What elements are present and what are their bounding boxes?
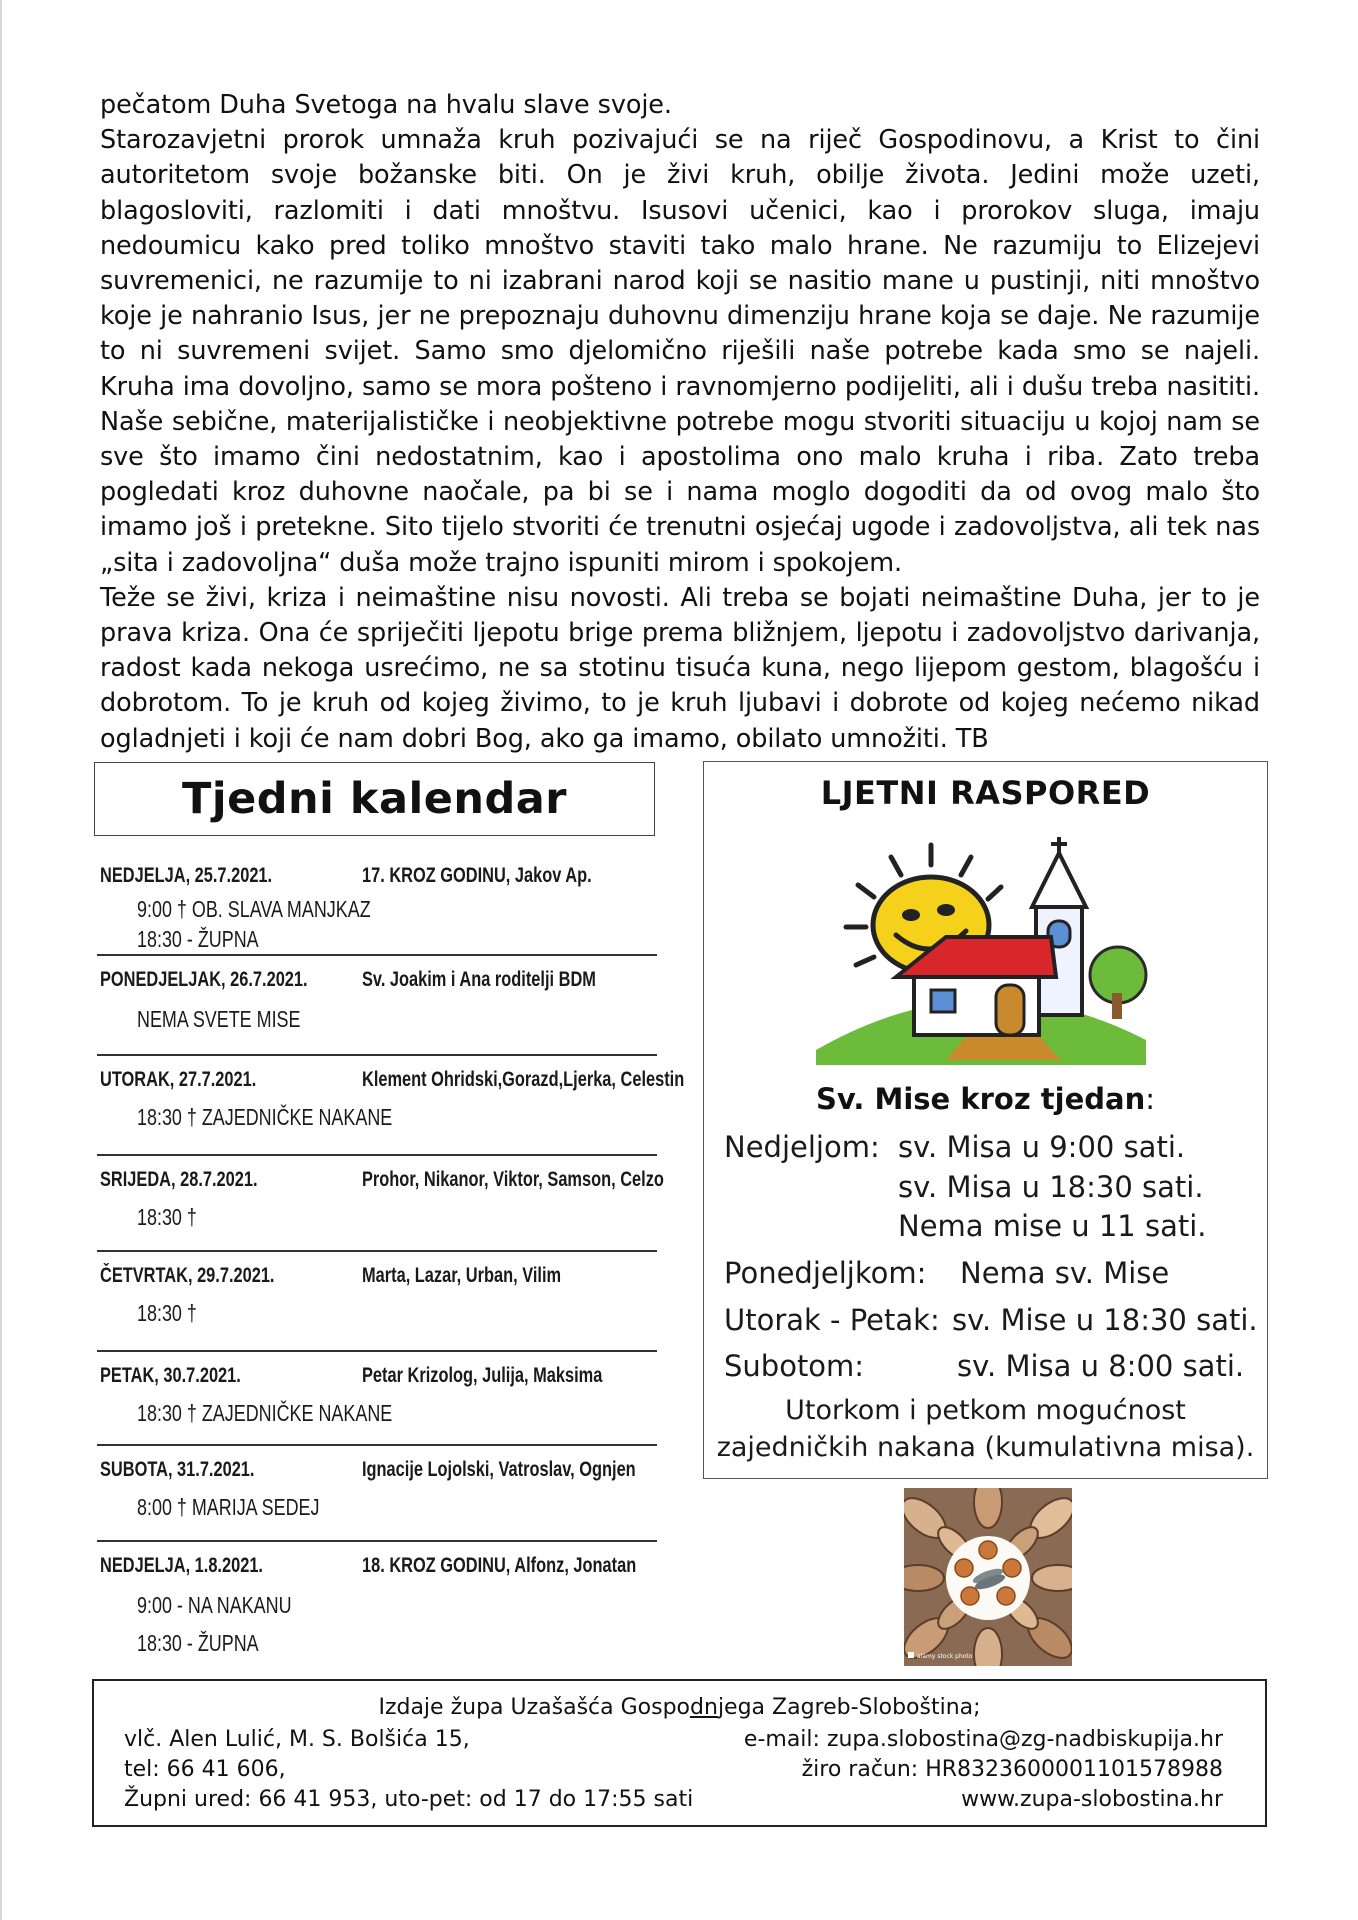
article-body	[100, 88, 1260, 757]
calendar-entry	[97, 1542, 657, 1656]
footer-priest: vlč. Alen Lulić, M. S. Bolšića 15,	[124, 1727, 470, 1752]
monday-label: Ponedjeljkom:	[724, 1256, 927, 1290]
calendar-feast: Petar Krizolog, Julija, Maksima	[362, 1364, 603, 1387]
image-watermark: alamy stock photo	[917, 1653, 973, 1660]
schedule-subtitle: Sv. Mise kroz tjedan:	[815, 1082, 1156, 1116]
calendar-entry	[97, 1446, 657, 1542]
saturday-label: Subotom:	[724, 1349, 865, 1383]
calendar-day: PONEDJELJAK, 26.7.2021.	[100, 968, 308, 991]
tue-fri-label: Utorak - Petak:	[724, 1303, 940, 1337]
footer-phone: tel: 66 41 606,	[124, 1757, 286, 1782]
calendar-title: Tjedni kalendar	[182, 774, 567, 824]
calendar-day: SUBOTA, 31.7.2021.	[100, 1458, 255, 1481]
calendar-entry	[97, 1252, 657, 1352]
calendar-feast: 17. KROZ GODINU, Jakov Ap.	[362, 864, 592, 887]
paragraph: Teže se živi, kriza i neimaštine nisu novosti. Ali treba se bojati neimaštine Duha, jer to je prava kriza. Ona će spriječiti ljepotu brige prema bližnjem, ljepotu i zadovoljstvo darivanja, radost kada nekoga usrećimo, ne sa stotinu tisuća kuna, nego lijepom gestom, blagošću i dobrotom. To je kruh od kojeg živimo, to je kruh ljubavi i dobrote od kojeg nećemo nikad ogladnjeti i koji će nam dobri Bog, ako ga imamo, obilato umnožiti. TB	[100, 582, 1260, 754]
tue-fri-value: sv. Mise u 18:30 sati.	[952, 1303, 1258, 1337]
paragraph: Starozavjetni prorok umnaža kruh pozivajući se na riječ Gospodinovu, a Krist to čini autoritetom svoje božanske biti. On je živi kruh, obilje života. Jedini može uzeti, blagosloviti, razlomiti i dati mnoštvu. Isusovi učenici, kao i prorokov sluga, imaju nedoumicu kako pred toliko mnoštvo staviti tako malo hrane. Ne razumiju to Elizejevi suvremenici, ne razumije to ni izabrani narod koji se nasitio mane u pustinji, niti mnoštvo koje je nahranio Isus, jer ne prepoznaju duhovnu dimenziju hrane koja se daje. Ne razumije to ni suvremeni svijet. Samo smo djelomično riješili naše potrebe kada smo se najeli. Kruha ima dovoljno, samo se mora pošteno i ravnomjerno podijeliti, ali i dušu treba nasititi. Naše sebične, materijalističke i neobjektivne potrebe mogu stvoriti situaciju u kojoj nam se sve što imamo čini nedostatnim, kao i apostolima ono malo kruha i riba. Zato treba pogledati kroz duhovne naočale, pa bi se i nama moglo dogoditi da od ovog malo što imamo još i pretekne. Sito tijelo stvoriti će trenutni osjećaj ugode i zadovoljstva, ali tek nas „sita i zadovoljna“ duša može trajno ispuniti mirom i spokojem.	[100, 125, 1260, 578]
footer-website: www.zupa-slobostina.hr	[961, 1787, 1223, 1812]
calendar-day: NEDJELJA, 1.8.2021.	[100, 1554, 263, 1577]
calendar-entry	[97, 1156, 664, 1252]
sunday-no-mass: Nema mise u 11 sati.	[898, 1209, 1207, 1243]
calendar-entry	[97, 858, 657, 956]
hands-bread-fish-image	[904, 1488, 1072, 1666]
calendar-day: PETAK, 30.7.2021.	[100, 1364, 241, 1387]
saturday-value: sv. Misa u 8:00 sati.	[957, 1349, 1245, 1383]
page-edge	[0, 0, 2, 1920]
calendar-title-box	[94, 762, 655, 836]
calendar-feast: Ignacije Lojolski, Vatroslav, Ognjen	[362, 1458, 636, 1481]
footer-email: e-mail: zupa.slobostina@zg-nadbiskupija.hr	[743, 1727, 1223, 1752]
calendar-day: ČETVRTAK, 29.7.2021.	[100, 1264, 275, 1287]
footer-account: žiro račun: HR8323600001101578988	[801, 1757, 1223, 1782]
calendar-entry	[97, 1056, 685, 1156]
calendar-mass: 9:00 - NA NAKANU	[137, 1592, 292, 1618]
calendar-day: UTORAK, 27.7.2021.	[100, 1068, 257, 1091]
schedule-note: zajedničkih nakana (kumulativna misa).	[716, 1432, 1255, 1463]
sunday-mass-2: sv. Misa u 18:30 sati.	[898, 1170, 1204, 1204]
calendar-mass: 18:30 †	[137, 1300, 197, 1326]
calendar-mass: 9:00 † OB. SLAVA MANJKAZ	[137, 896, 371, 922]
calendar-entry	[97, 956, 657, 1056]
paragraph: pečatom Duha Svetoga na hvalu slave svoje.	[100, 90, 672, 120]
calendar-feast: Prohor, Nikanor, Viktor, Samson, Celzo	[362, 1168, 664, 1191]
footer	[92, 1679, 1267, 1827]
calendar-list	[97, 858, 685, 1656]
summer-schedule-box	[703, 761, 1268, 1479]
sunday-label: Nedjeljom:	[724, 1130, 880, 1164]
sunday-mass-1: sv. Misa u 9:00 sati.	[898, 1130, 1186, 1164]
calendar-mass: 18:30 † ZAJEDNIČKE NAKANE	[137, 1104, 393, 1130]
calendar-feast: Sv. Joakim i Ana roditelji BDM	[362, 968, 596, 991]
footer-office: Župni ured: 66 41 953, uto-pet: od 17 do 17:55 sati	[124, 1787, 694, 1812]
footer-publisher: Izdaje župa Uzašašća Gospodnjega Zagreb-Sloboština;	[378, 1695, 981, 1720]
calendar-feast: Marta, Lazar, Urban, Vilim	[362, 1264, 562, 1287]
calendar-mass: 8:00 † MARIJA SEDEJ	[137, 1494, 320, 1520]
schedule-title: LJETNI RASPORED	[820, 774, 1151, 812]
calendar-mass: 18:30 † ZAJEDNIČKE NAKANE	[137, 1400, 393, 1426]
calendar-mass: 18:30 - ŽUPNA	[137, 926, 259, 952]
calendar-mass: 18:30 - ŽUPNA	[137, 1630, 259, 1656]
monday-value: Nema sv. Mise	[960, 1256, 1170, 1290]
calendar-feast: 18. KROZ GODINU, Alfonz, Jonatan	[362, 1554, 637, 1577]
calendar-mass: NEMA SVETE MISE	[137, 1006, 301, 1032]
calendar-entry	[97, 1352, 657, 1446]
calendar-day: NEDJELJA, 25.7.2021.	[100, 864, 273, 887]
calendar-feast: Klement Ohridski,Gorazd,Ljerka, Celestin	[362, 1068, 685, 1091]
calendar-day: SRIJEDA, 28.7.2021.	[100, 1168, 258, 1191]
calendar-mass: 18:30 †	[137, 1204, 197, 1230]
sun-church-illustration	[796, 835, 1166, 1065]
schedule-note: Utorkom i petkom mogućnost	[785, 1395, 1186, 1426]
